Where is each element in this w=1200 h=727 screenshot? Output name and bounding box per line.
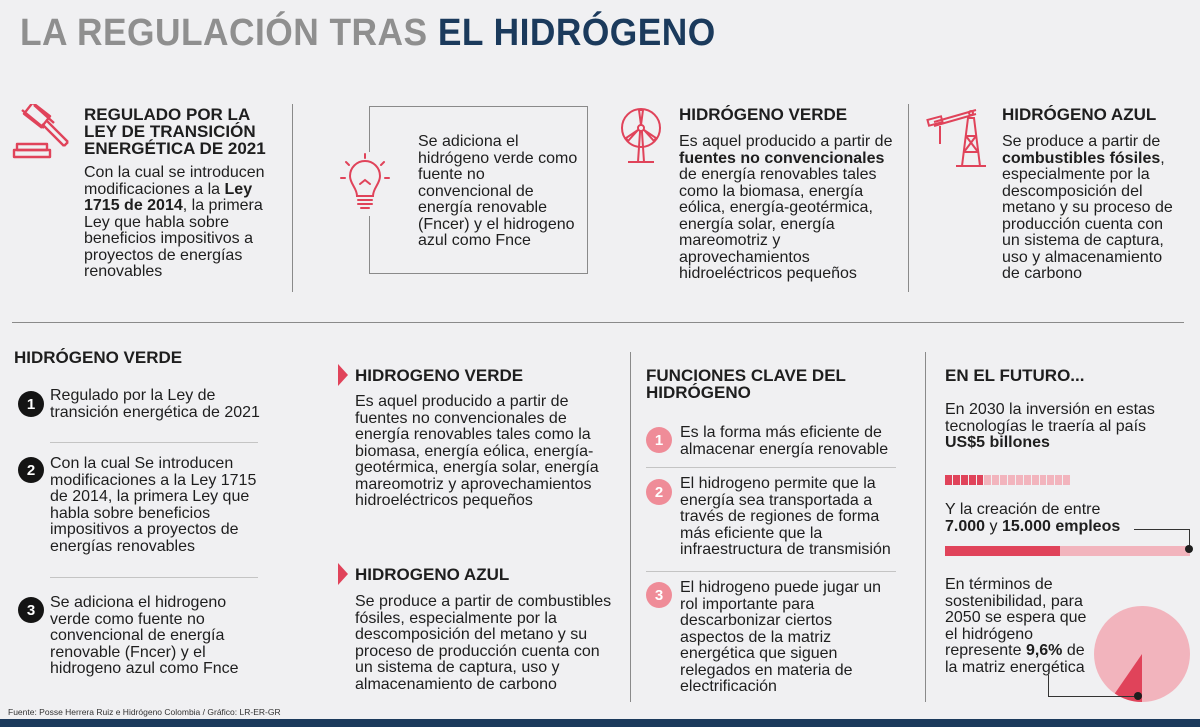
investment-segment	[1024, 475, 1031, 485]
list-item: Se adiciona el hidrogeno verde como fuente no convencional de energía renovable (Fncer) y el hidrogeno azul como Fnce	[50, 594, 239, 677]
sustainability-text: En términos de sostenibilidad, para 2050 se espera que el hidrógeno represente 9,6% de la matriz energética	[945, 576, 1087, 676]
investment-bar	[945, 475, 1070, 485]
investment-segment	[945, 475, 952, 485]
number-badge-3: 3	[18, 597, 44, 623]
arrow-icon	[338, 563, 348, 585]
oil-pump-icon	[926, 104, 990, 168]
investment-text: En 2030 la inversión en estas tecnologías le traería al país US$5 billones	[945, 401, 1155, 451]
investment-segment	[1063, 475, 1070, 485]
blue-text: Se produce a partir de combustibles fósiles, especialmente por la descomposición del metano y su proceso de producción cuenta con un sistema de captura, uso y almacenamiento de carbono	[1002, 133, 1173, 282]
divider	[908, 104, 909, 292]
number-badge-2: 2	[646, 479, 672, 505]
arrow-icon	[338, 364, 348, 386]
investment-segment	[1016, 475, 1023, 485]
source-note: Fuente: Posse Herrera Ruiz e Hidrógeno Colombia / Gráfico: LR-ER-GR	[8, 707, 281, 717]
lightbulb-icon	[340, 152, 390, 216]
investment-segment	[977, 475, 984, 485]
blue-heading: HIDRÓGENO AZUL	[1002, 105, 1157, 124]
footer-bar	[0, 719, 1200, 727]
divider	[925, 352, 926, 702]
col1-heading: HIDRÓGENO VERDE	[14, 348, 183, 367]
number-badge-3: 3	[646, 582, 672, 608]
list-item: El hidrogeno puede jugar un rol importante para descarbonizar ciertos aspectos de la matriz energética que siguen relegados en materia de electrificación	[680, 579, 882, 695]
investment-segment	[1055, 475, 1062, 485]
green-text: Es aquel producido a partir de fuentes no convencionales de energía renovables tales como la biomasa, energía eólica, energía-geotérmica, energía solar, energía mareomotriz y aprovechamientos hidroeléctricos pequeños	[679, 133, 893, 282]
divider	[630, 352, 631, 702]
list-item: Regulado por la Ley de transición energética de 2021	[50, 387, 260, 421]
col2-green-heading: HIDROGENO VERDE	[355, 366, 524, 385]
investment-segment	[992, 475, 999, 485]
investment-segment	[1000, 475, 1007, 485]
leader-line	[1134, 529, 1190, 530]
separator	[646, 571, 896, 572]
number-badge-1: 1	[646, 427, 672, 453]
col2-blue-heading: HIDROGENO AZUL	[355, 565, 510, 584]
sustainability-pie	[1094, 606, 1190, 702]
law-text: Con la cual se introducen modificaciones a la Ley 1715 de 2014, la primera Ley que habla sobre beneficios impositivos a proyectos de energías renovables	[84, 164, 265, 280]
investment-segment	[984, 475, 991, 485]
investment-segment	[969, 475, 976, 485]
col2-blue-text: Se produce a partir de combustibles fósiles, especialmente por la descomposición del metano y su proceso de producción cuenta con un sistema de captura, uso y almacenamiento de carbono	[355, 593, 612, 693]
divider	[292, 104, 293, 292]
list-item: Es la forma más eficiente de almacenar energía renovable	[680, 424, 889, 458]
dot-marker	[1134, 692, 1142, 700]
jobs-text: Y la creación de entre 7.000 y 15.000 empleos	[945, 501, 1121, 535]
investment-segment	[1040, 475, 1047, 485]
leader-line	[1048, 696, 1138, 697]
leader-line	[1048, 675, 1049, 697]
separator	[50, 577, 258, 578]
col3-heading: FUNCIONES CLAVE DEL HIDRÓGENO	[646, 366, 846, 402]
gavel-icon	[12, 104, 74, 162]
number-badge-1: 1	[18, 391, 44, 417]
list-item: Con la cual Se introducen modificaciones a la Ley 1715 de 2014, la primera Ley que habla sobre beneficios impositivos a proyectos de energías renovables	[50, 455, 257, 555]
investment-segment	[961, 475, 968, 485]
section-divider	[12, 322, 1184, 323]
investment-segment	[1008, 475, 1015, 485]
page-title: LA REGULACIÓN TRAS EL HIDRÓGENO	[20, 12, 716, 54]
jobs-bar-fill	[945, 546, 1060, 556]
investment-segment	[953, 475, 960, 485]
separator	[646, 467, 896, 468]
investment-segment	[1032, 475, 1039, 485]
jobs-bar-track	[945, 546, 1190, 556]
col4-heading: EN EL FUTURO...	[945, 366, 1085, 385]
green-heading: HIDRÓGENO VERDE	[679, 105, 848, 124]
number-badge-2: 2	[18, 457, 44, 483]
col2-green-text: Es aquel producido a partir de fuentes no convencionales de energía renovables tales como la biomasa, energía eólica, energía-geotérmica, energía solar, energía mareomotriz y aprovechamientos hidroeléctricos pequeños	[355, 393, 599, 509]
separator	[50, 442, 258, 443]
box-text: Se adiciona el hidrógeno verde como fuente no convencional de energía renovable (Fncer) y el hidrogeno azul como Fnce	[418, 133, 578, 249]
investment-segment	[1047, 475, 1054, 485]
wind-turbine-icon	[616, 104, 666, 166]
dot-marker	[1185, 545, 1193, 553]
list-item: El hidrogeno permite que la energía sea transportada a través de regiones de forma más eficiente que la infraestructura de transmisión	[680, 475, 891, 558]
law-heading: REGULADO POR LA LEY DE TRANSICIÓN ENERGÉTICA DE 2021	[84, 105, 266, 158]
